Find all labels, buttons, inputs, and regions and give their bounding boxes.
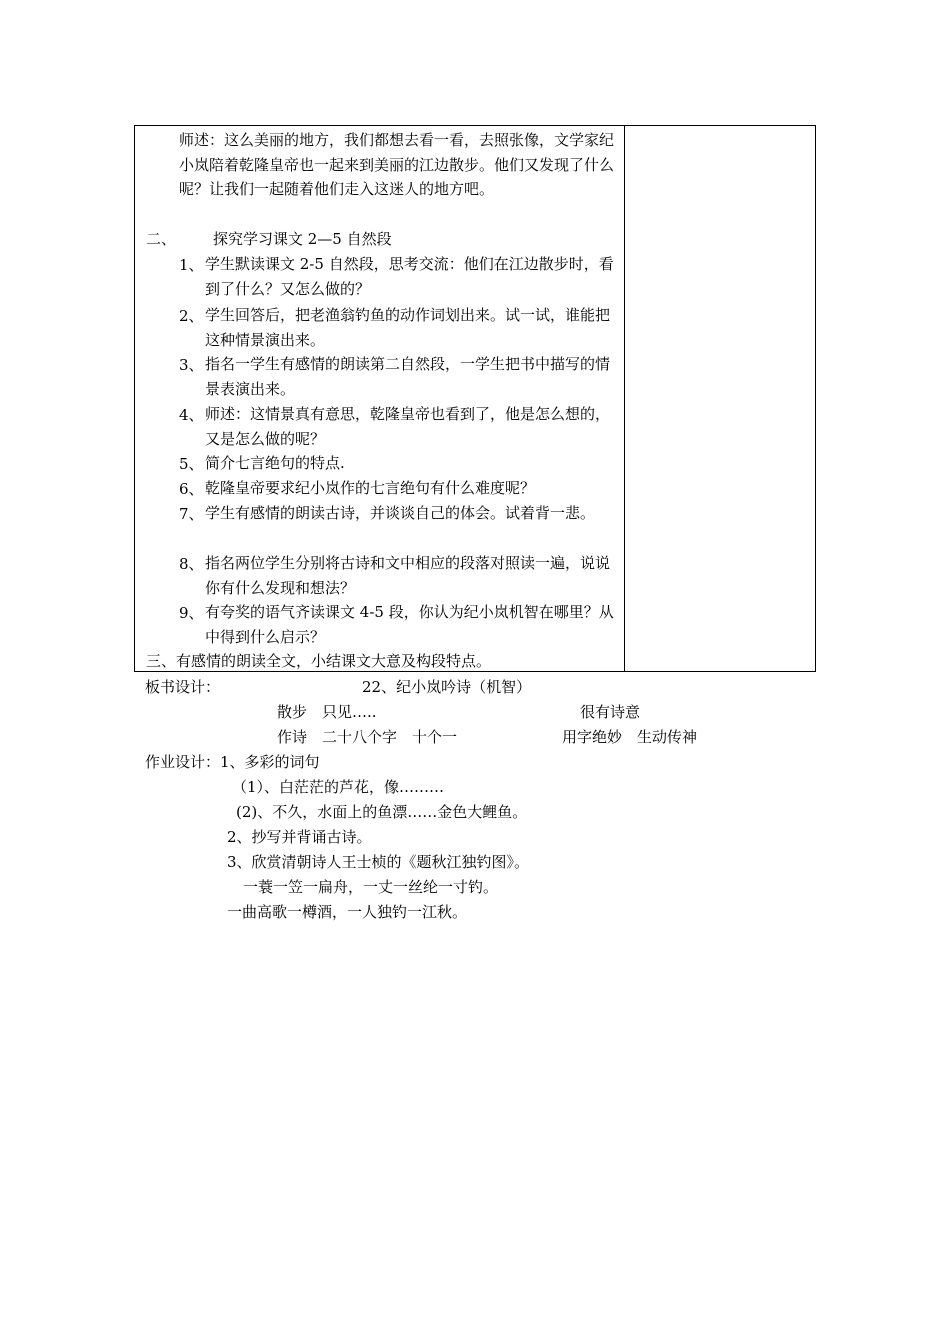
board-row2-left: 作诗 二十八个字 十个一 bbox=[277, 728, 458, 746]
list-item: 简介七言绝句的特点. bbox=[205, 454, 345, 472]
item-number: 9、 bbox=[179, 604, 204, 622]
notes-cell bbox=[625, 126, 815, 671]
list-item: 乾隆皇帝要求纪小岚作的七言绝句有什么难度呢？ bbox=[205, 479, 536, 497]
list-item: 指名一学生有感情的朗读第二自然段，一学生把书中描写的情景表演出来。 bbox=[205, 355, 611, 398]
board-row1-left: 散步 只见….. bbox=[277, 703, 377, 721]
item-number: 4、 bbox=[179, 406, 204, 424]
homework-item2: 2、抄写并背诵古诗。 bbox=[227, 828, 372, 846]
poem-line-1: 一蓑一笠一扁舟，一丈一丝纶一寸钓。 bbox=[243, 878, 499, 896]
item-number: 8、 bbox=[179, 555, 204, 573]
board-row2-right: 用字绝妙 生动传神 bbox=[562, 728, 698, 746]
list-item: 师述：这情景真有意思，乾隆皇帝也看到了，他是怎么想的，又是怎么做的呢？ bbox=[205, 405, 611, 448]
section2-title: 探究学习课文 2—5 自然段 bbox=[213, 230, 392, 248]
homework-sub1: （1）、白茫茫的芦花，像……… bbox=[232, 778, 445, 796]
lesson-table bbox=[134, 125, 816, 672]
list-item: 学生回答后，把老渔翁钓鱼的动作词划出来。试一试，谁能把这种情景演出来。 bbox=[205, 306, 611, 349]
lesson-content-cell bbox=[135, 126, 624, 671]
intro-paragraph: 师述：这么美丽的地方，我们都想去看一看，去照张像，文学家纪小岚陪着乾隆皇帝也一起来到美丽的江边散步。他们又发现了什么呢？让我们一起随着他们走入这迷人的地方吧。 bbox=[179, 131, 615, 198]
homework-item3: 3、欣赏清朝诗人王士桢的《题秋江独钓图》。 bbox=[227, 853, 530, 871]
section2-number: 二、 bbox=[146, 230, 177, 248]
list-item: 学生有感情的朗读古诗，并谈谈自己的体会。试着背一悲。 bbox=[205, 504, 596, 522]
item-number: 7、 bbox=[179, 505, 204, 523]
section3-text: 三、有感情的朗读全文，小结课文大意及构段特点。 bbox=[146, 652, 492, 670]
board-title: 22、纪小岚吟诗（机智） bbox=[362, 678, 532, 696]
item-number: 3、 bbox=[179, 356, 204, 374]
list-item: 指名两位学生分别将古诗和文中相应的段落对照读一遍，说说你有什么发现和想法？ bbox=[205, 554, 611, 597]
homework-label: 作业设计：1、多彩的词句 bbox=[145, 753, 320, 771]
item-number: 6、 bbox=[179, 480, 204, 498]
list-item: 有夸奖的语气齐读课文 4-5 段，你认为纪小岚机智在哪里？从中得到什么启示？ bbox=[205, 603, 614, 646]
poem-line-2: 一曲高歌一樽酒，一人独钓一江秋。 bbox=[227, 903, 468, 921]
item-number: 1、 bbox=[179, 256, 204, 274]
item-number: 2、 bbox=[179, 307, 204, 325]
board-label: 板书设计： bbox=[145, 678, 221, 696]
board-row1-right: 很有诗意 bbox=[580, 703, 641, 721]
item-number: 5、 bbox=[179, 455, 204, 473]
list-item: 学生默读课文 2-5 自然段，思考交流：他们在江边散步时，看到了什么？又怎么做的？ bbox=[205, 255, 614, 298]
homework-sub2: (2)、不久，水面上的鱼漂……金色大鲤鱼。 bbox=[236, 803, 528, 821]
